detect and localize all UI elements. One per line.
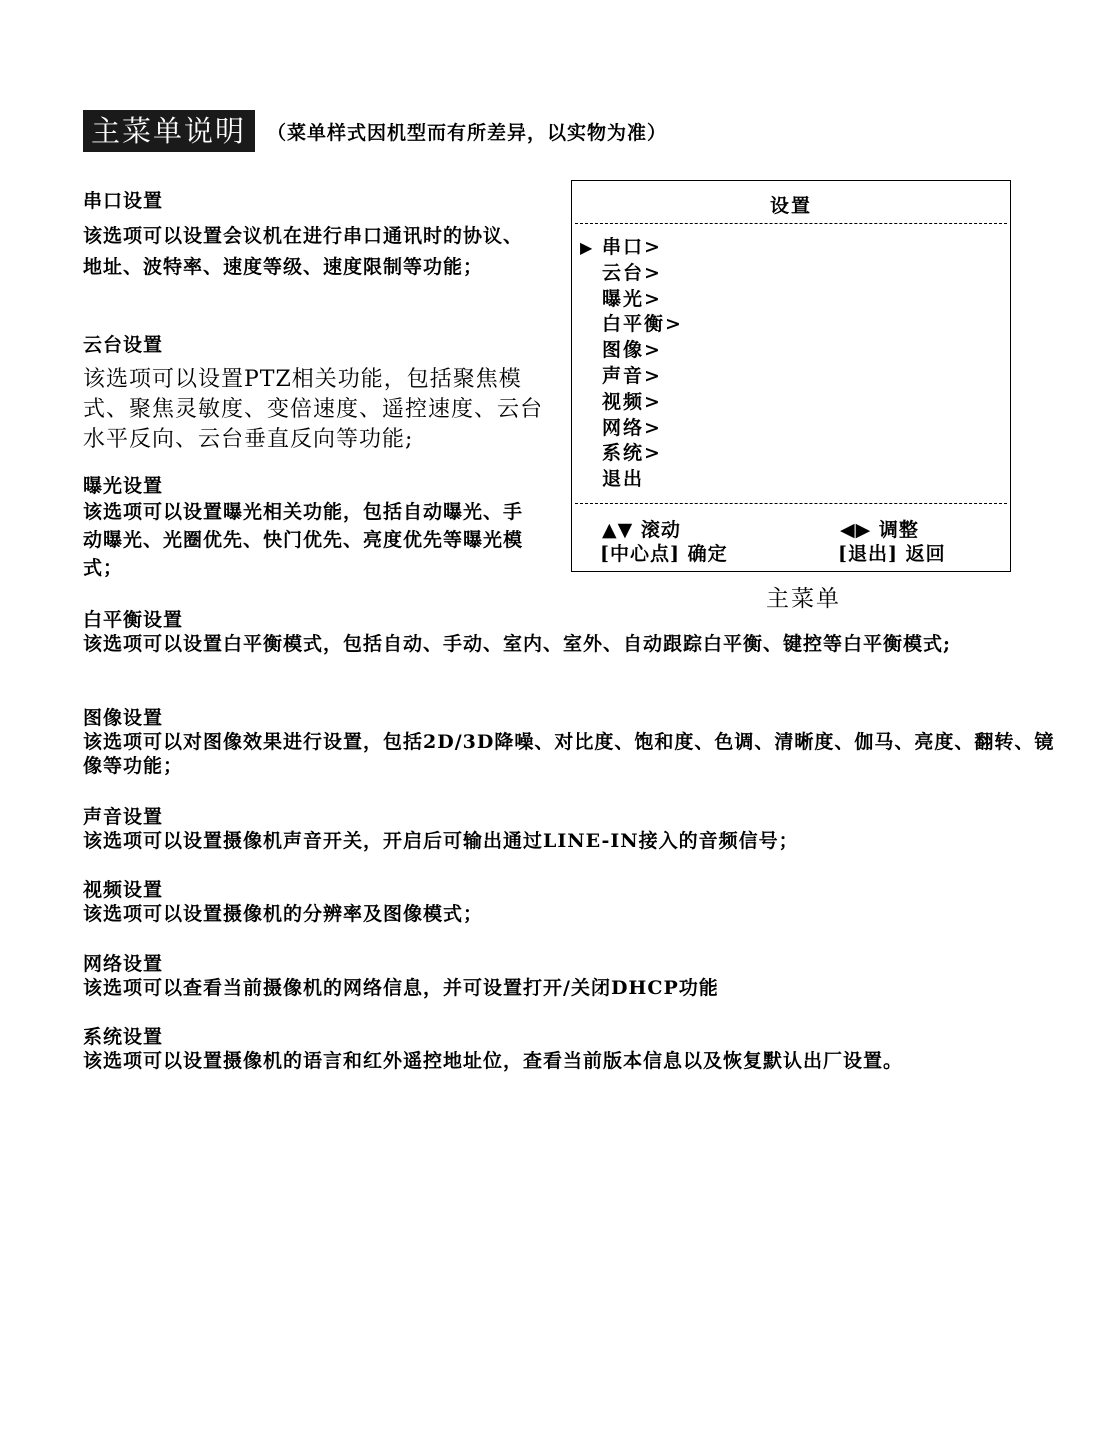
menu-item-label: 视频>: [602, 390, 662, 413]
osd-menu-illustration: [571, 180, 1011, 572]
section-heading: 云台设置: [83, 334, 164, 356]
menu-item-label: 云台>: [602, 261, 662, 284]
help-scroll: ▲▼ 滚动: [602, 519, 681, 541]
section-heading: 图像设置: [83, 707, 164, 729]
triangle-right-icon: ▶: [580, 238, 595, 257]
section-body: 该选项可以设置摄像机的分辨率及图像模式；: [83, 903, 484, 925]
menu-item-exit: [602, 467, 683, 493]
section-body: 该选项可以设置摄像机声音开关，开启后可输出通过LINE-IN接入的音频信号；: [83, 830, 799, 852]
menu-item-video: [602, 390, 683, 416]
page-title: 主菜单说明: [83, 110, 255, 152]
help-confirm: [中心点] 确定: [600, 543, 728, 565]
menu-item-label: 系统>: [602, 442, 662, 465]
section-ptz: [83, 333, 553, 455]
help-back: [退出] 返回: [838, 543, 946, 565]
menu-item-white-balance: [602, 312, 683, 338]
section-body: 该选项可以设置PTZ相关功能，包括聚焦模式、聚焦灵敏度、变倍速度、遥控速度、云台水平反向、云台垂直反向等功能;: [83, 367, 544, 452]
menu-divider: [575, 503, 1007, 504]
section-heading: 网络设置: [83, 953, 164, 975]
menu-item-network: [602, 416, 683, 442]
page-header: [83, 110, 667, 152]
menu-list: [580, 235, 683, 493]
menu-item-label: 串口>: [602, 236, 662, 258]
section-network: [83, 952, 1063, 1000]
help-adjust: ◀▶ 调整: [840, 519, 919, 541]
section-heading: 串口设置: [83, 190, 164, 212]
section-body: 该选项可以设置白平衡模式，包括自动、手动、室内、室外、自动跟踪白平衡、键控等白平衡模式;: [83, 633, 952, 655]
section-body: 该选项可以设置曝光相关功能，包括自动曝光、手动曝光、光圈优先、快门优先、亮度优先等曝光模式；: [83, 501, 524, 579]
section-video: [83, 878, 1063, 926]
section-image: [83, 706, 1063, 778]
section-exposure: [83, 474, 553, 582]
section-heading: 视频设置: [83, 879, 164, 901]
menu-item-serial: [580, 235, 683, 261]
menu-caption: 主菜单: [766, 586, 841, 612]
menu-item-image: [602, 338, 683, 364]
menu-title: 设置: [769, 195, 812, 217]
menu-item-system: [602, 441, 683, 467]
section-heading: 声音设置: [83, 806, 164, 828]
menu-item-audio: [602, 364, 683, 390]
menu-item-exposure: [602, 287, 683, 313]
section-body: 该选项可以对图像效果进行设置，包括2D/3D降噪、对比度、饱和度、色调、清晰度、伽马、亮度、翻转、镜像等功能；: [83, 731, 1055, 777]
section-audio: [83, 805, 1063, 853]
section-system: [83, 1025, 1063, 1073]
page-title-note: （菜单样式因机型而有所差异，以实物为准）: [267, 121, 668, 144]
section-serial: [83, 189, 553, 283]
menu-divider: [575, 223, 1007, 224]
section-body: 该选项可以设置会议机在进行串口通讯时的协议、地址、波特率、速度等级、速度限制等功能；: [83, 225, 524, 278]
menu-item-label: 网络>: [602, 416, 662, 439]
section-body: 该选项可以查看当前摄像机的网络信息，并可设置打开/关闭DHCP功能: [83, 977, 719, 999]
menu-item-label: 声音>: [602, 364, 662, 387]
menu-item-label: 图像>: [602, 339, 662, 362]
menu-item-ptz: [602, 261, 683, 287]
menu-item-label: 白平衡>: [602, 313, 683, 336]
menu-item-label: 曝光>: [602, 287, 662, 310]
section-body: 该选项可以设置摄像机的语言和红外遥控地址位，查看当前版本信息以及恢复默认出厂设置。: [83, 1050, 904, 1072]
section-heading: 白平衡设置: [83, 609, 184, 631]
section-heading: 曝光设置: [83, 475, 164, 497]
section-white-balance: [83, 608, 1063, 656]
menu-item-label: 退出: [602, 468, 645, 491]
section-heading: 系统设置: [83, 1026, 164, 1048]
